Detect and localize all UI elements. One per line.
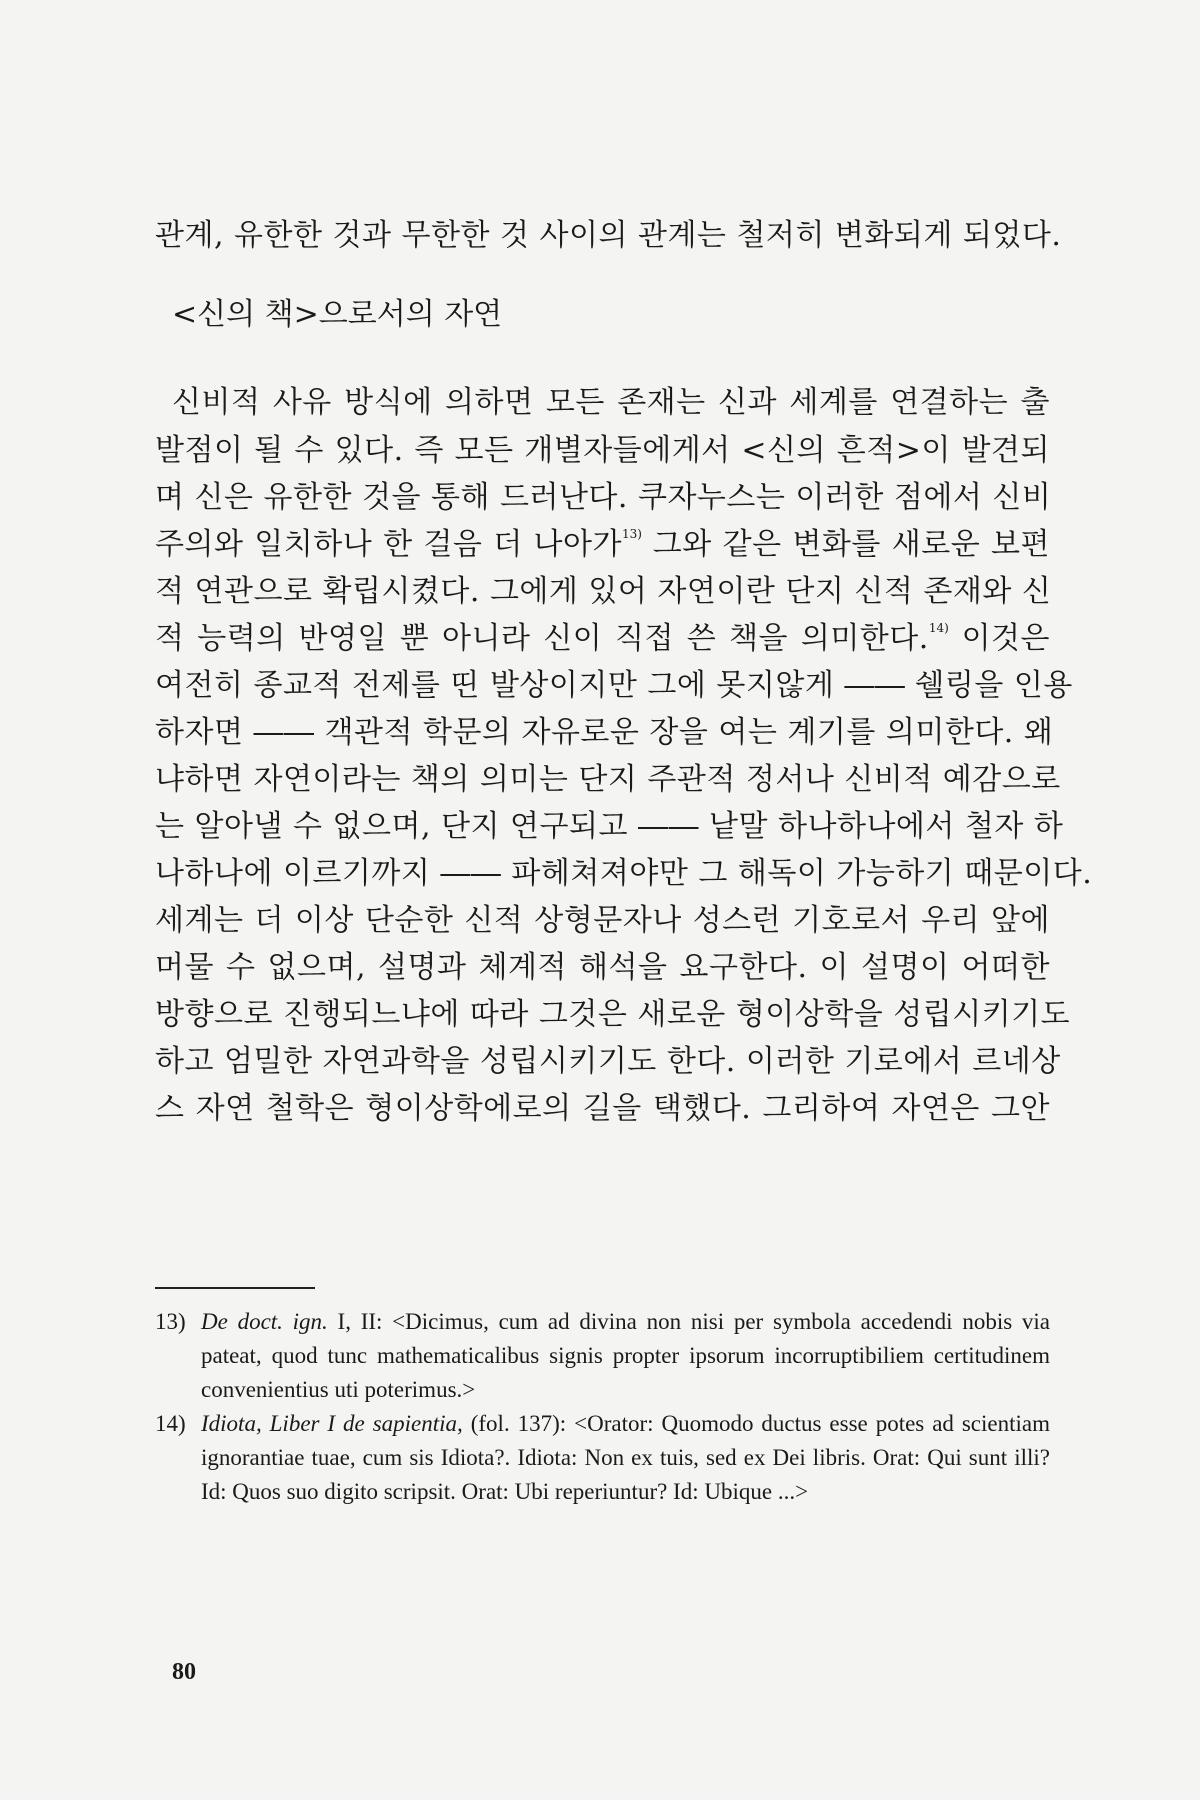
footnote-14-number: 14) xyxy=(155,1411,186,1436)
body-line-4: 며 신은 유한한 것을 통해 드러난다. 쿠자누스는 이러한 점에서 신비 xyxy=(155,480,1052,515)
body-line-5-tail: 그와 같은 변화를 새로운 보편 xyxy=(641,527,1050,562)
body-line-13: 세계는 더 이상 단순한 신적 상형문자나 성스런 기호로서 우리 앞에 xyxy=(155,903,1050,938)
footnote-14-body xyxy=(201,1407,1050,1509)
body-line-14: 머물 수 없으며, 설명과 체계적 해석을 요구한다. 이 설명이 어떠한 xyxy=(155,950,1050,985)
footnote-14-text: (fol. 137): <Orator: Quomodo ductus esse potes ad scientiam ignorantiae tuae, cum sis Idiota?. Idiota: Non ex tuis, sed ex Dei libris. Orat: Qui sunt illi? Id: Quos suo digito scripsit. Orat: Ubi reperiuntur? Id: Ubique ...> xyxy=(201,1411,1050,1504)
body-line-17: 스 자연 철학은 형이상학에로의 길을 택했다. 그리하여 자연은 그안 xyxy=(155,1091,1050,1126)
body-line-7-tail: 이것은 xyxy=(948,621,1051,656)
page-number: 80 xyxy=(172,1659,196,1685)
footnote-13 xyxy=(155,1305,1050,1407)
body-line-11: 는 알아낼 수 없으며, 단지 연구되고 ―― 낱말 하나하나에서 철자 하 xyxy=(155,809,1064,844)
footnote-14 xyxy=(155,1407,1050,1509)
body-line-3: 발점이 될 수 있다. 즉 모든 개별자들에게서 <신의 흔적>이 발견되 xyxy=(155,433,1050,468)
section-heading: <신의 책>으로서의 자연 xyxy=(172,297,503,332)
body-line-12: 나하나에 이르기까지 ―― 파헤쳐져야만 그 해독이 가능하기 때문이다. xyxy=(155,856,1093,891)
footnote-ref-13: 13) xyxy=(622,527,642,541)
body-line-5 xyxy=(155,527,1050,563)
footnote-13-source: De doct. ign. xyxy=(201,1309,328,1334)
footnote-13-number: 13) xyxy=(155,1309,186,1334)
body-line-1: 관계, 유한한 것과 무한한 것 사이의 관계는 철저히 변화되게 되었다. xyxy=(155,218,1062,253)
footnote-ref-14: 14) xyxy=(928,621,949,635)
footnote-13-body xyxy=(201,1305,1050,1407)
body-line-8: 여전히 종교적 전제를 띤 발상이지만 그에 못지않게 ―― 쉘링을 인용 xyxy=(155,668,1073,703)
footnote-13-text: I, II: <Dicimus, cum ad divina non nisi per symbola accedendi nobis via pateat, quod tunc mathematicalibus signis propter ipsorum incorruptibiliem certitudinem convenientius uti poterimus.> xyxy=(201,1309,1051,1402)
body-line-9: 하자면 ―― 객관적 학문의 자유로운 장을 여는 계기를 의미한다. 왜 xyxy=(155,715,1054,750)
body-line-10: 냐하면 자연이라는 책의 의미는 단지 주관적 정서나 신비적 예감으로 xyxy=(155,762,1061,797)
body-line-7 xyxy=(155,621,1050,657)
body-line-16: 하고 엄밀한 자연과학을 성립시키기도 한다. 이러한 기로에서 르네상 xyxy=(155,1044,1061,1079)
body-line-2: 신비적 사유 방식에 의하면 모든 존재는 신과 세계를 연결하는 출 xyxy=(172,385,1050,420)
body-line-7-text: 적 능력의 반영일 뿐 아니라 신이 직접 쓴 책을 의미한다. xyxy=(155,621,929,656)
footnote-14-source: Idiota, Liber I de sapientia, xyxy=(201,1411,463,1436)
footnote-separator xyxy=(155,1287,315,1289)
body-line-5-text: 주의와 일치하나 한 걸음 더 나아가 xyxy=(155,527,622,562)
body-line-15: 방향으로 진행되느냐에 따라 그것은 새로운 형이상학을 성립시키기도 xyxy=(155,997,1071,1032)
body-line-6: 적 연관으로 확립시켰다. 그에게 있어 자연이란 단지 신적 존재와 신 xyxy=(155,574,1052,609)
